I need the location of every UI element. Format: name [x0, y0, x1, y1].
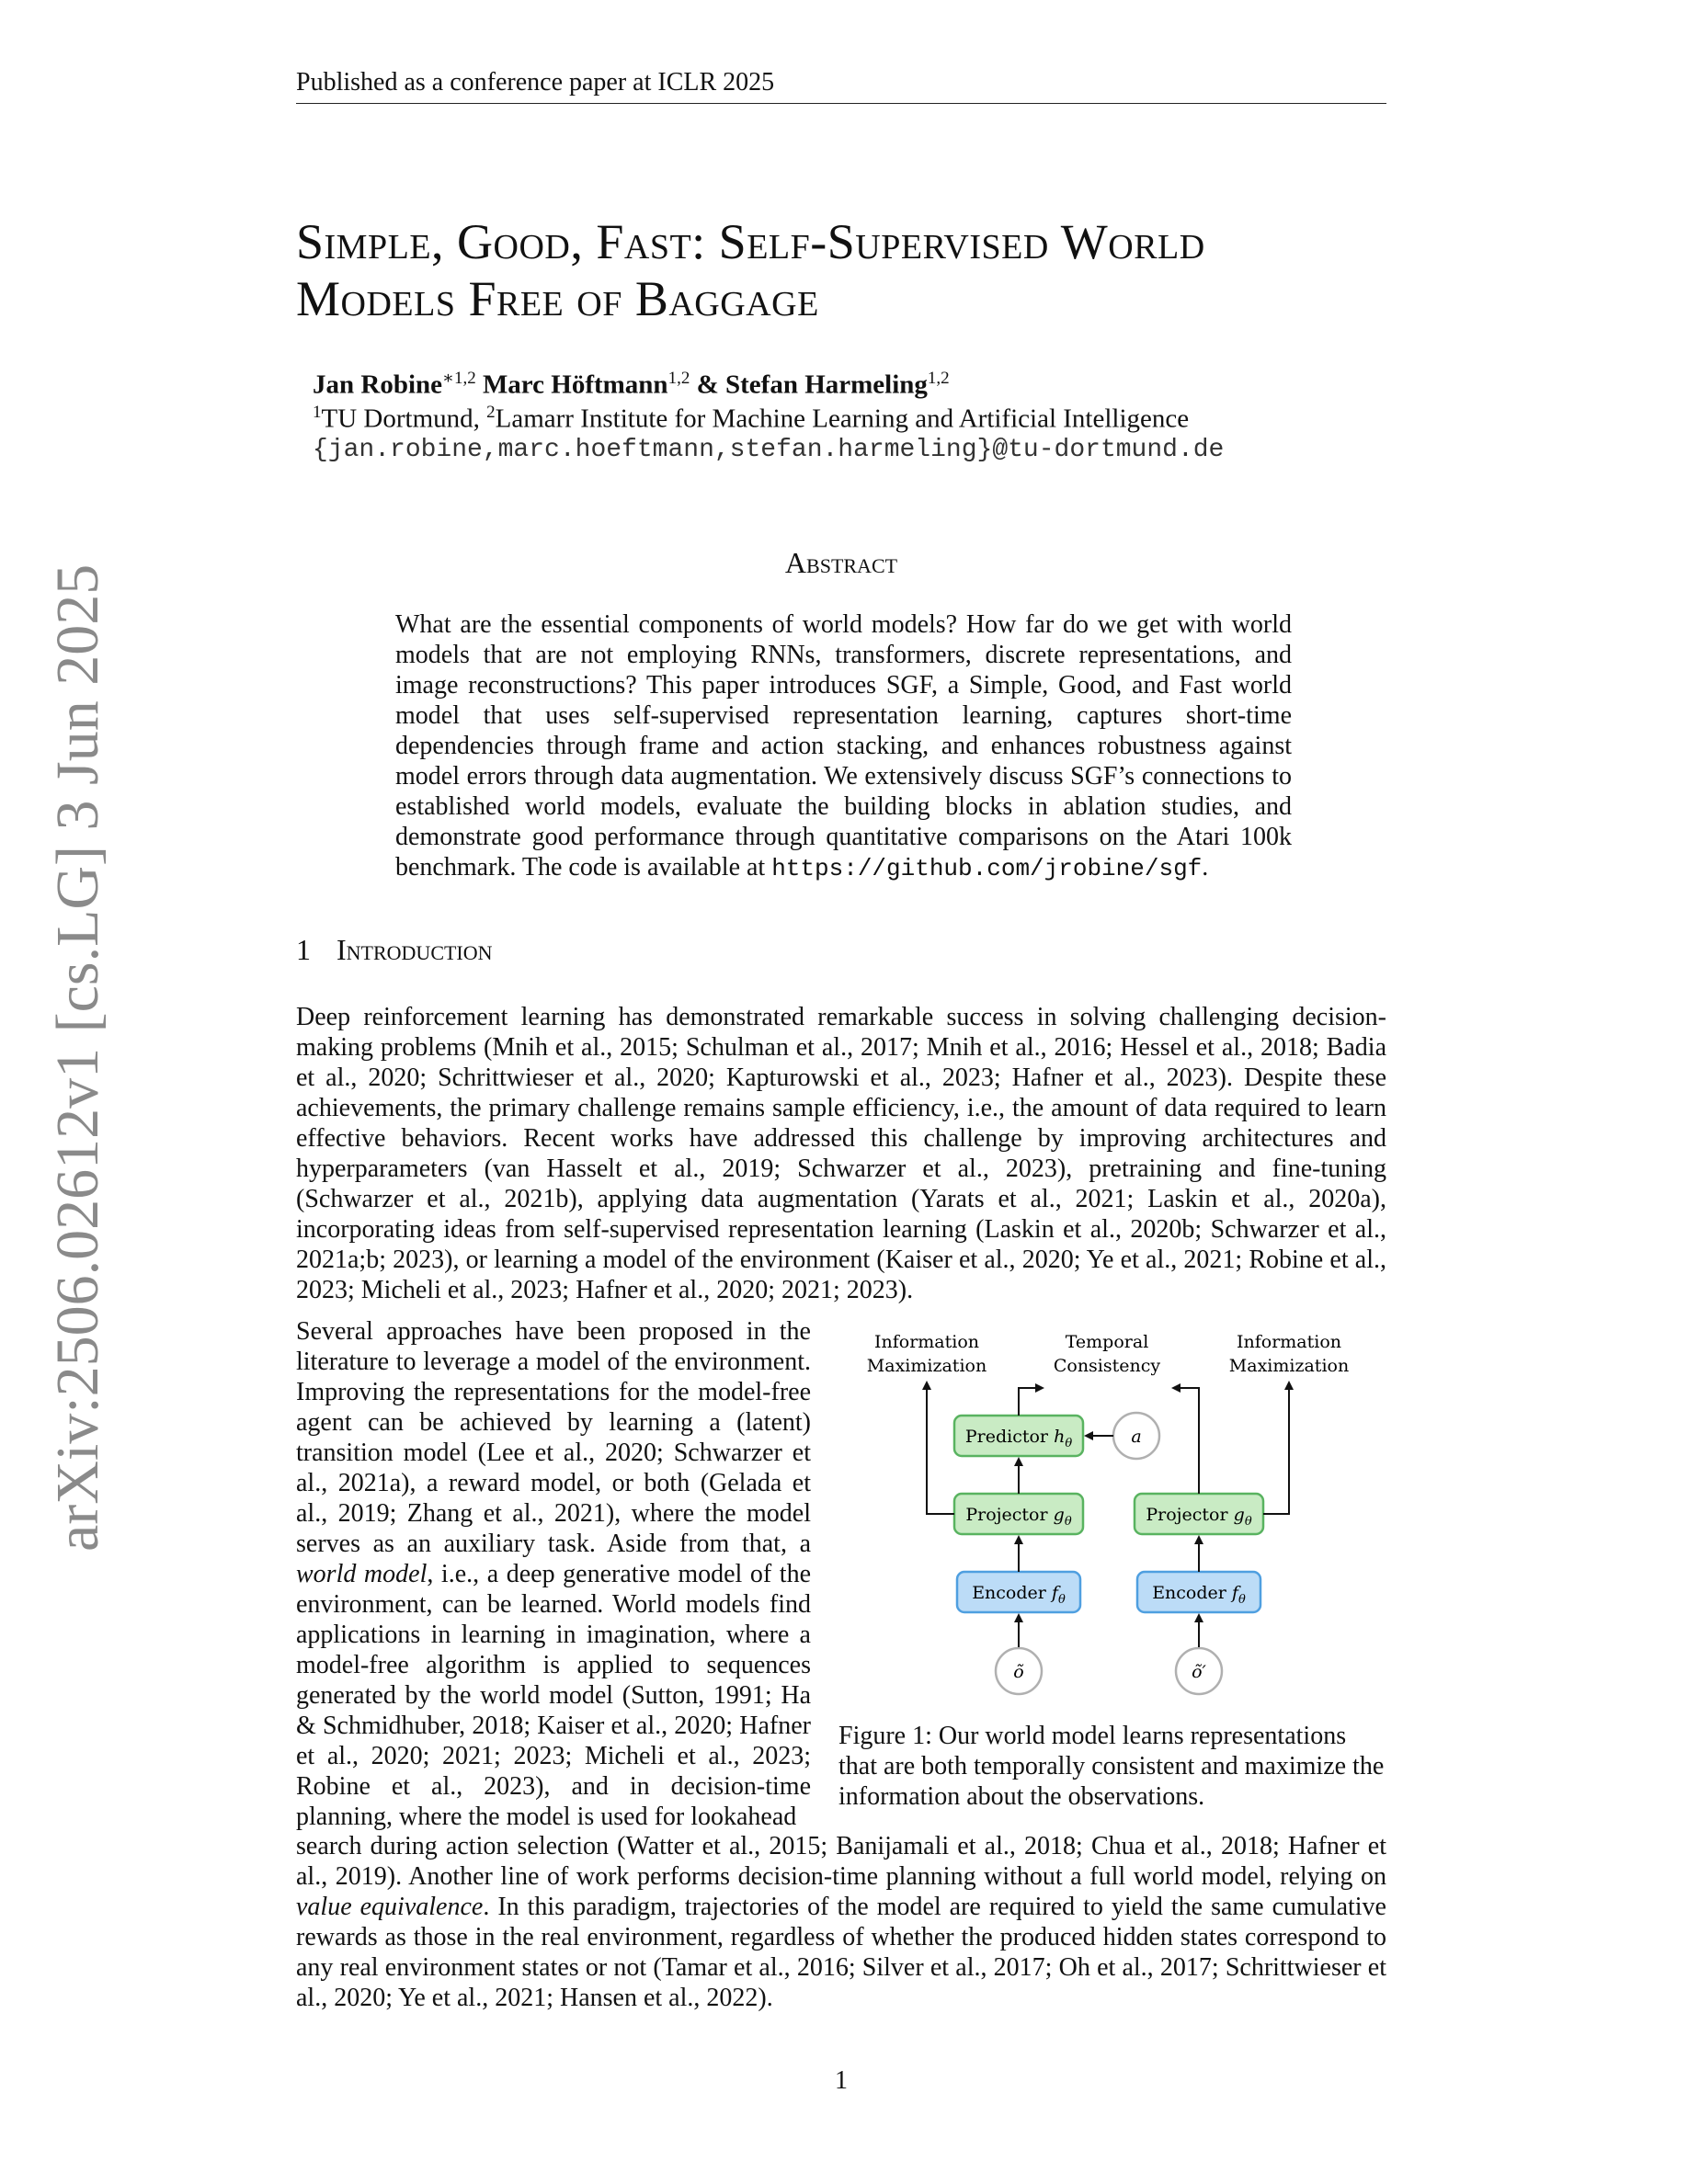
abstract-body: [395, 609, 1292, 884]
author-affiliation: 1,2: [667, 369, 690, 388]
abstract-end: .: [1202, 853, 1209, 882]
predictor-label: Predictor $h_\theta$: [964, 1427, 1073, 1450]
section-number: 1: [296, 933, 311, 966]
title-line-2: Models Free of Baggage: [296, 271, 819, 326]
label-info-max-left-1: Information: [873, 1332, 980, 1352]
emphasis-value-equivalence: value equivalence: [296, 1893, 484, 1921]
label-info-max-right-2: Maximization: [1228, 1356, 1350, 1376]
affiliation-number: 1: [313, 403, 322, 422]
affiliations: $^1$TU Dortmund, $^2$Lamarr Institute for Machine Learning and Artificial Intelligence: [313, 403, 1190, 434]
figure-1-diagram: [846, 1324, 1388, 1710]
code-link[interactable]: https://github.com/jrobine/sgf: [771, 855, 1203, 882]
intro-paragraph-2: [296, 1316, 811, 1832]
paper-title: [296, 213, 1386, 327]
projector-label-right: Projector $g_\theta$: [1146, 1505, 1252, 1529]
obs-label-right: õ′: [1192, 1662, 1206, 1682]
intro-paragraph-3-text: search during action selection (Watter et al., 2015; Banijamali et al., 2018; Chua et al., 2018; Hafner et al., 2019). Another line of work performs decision-time planning without a full world model, relying on: [296, 1832, 1386, 1891]
intro-paragraph-2-text: Several approaches have been proposed in the literature to leverage a model of the environment. Improving the representations for the model-free agent can be achieved by learning a (latent) transition model (Lee et al., 2020; Schwarzer et al., 2021a), a reward model, or both (Gelada et al., 2019; Zhang et al., 2021), where the model serves as an auxiliary task. Aside from that, a: [296, 1317, 811, 1558]
intro-paragraph-3: [296, 1831, 1386, 2013]
abstract-text: What are the essential components of world models? How far do we get with world models that are not employing RNNs, transformers, discrete representations, and image reconstructions? This paper introduces SGF, a Simple, Good, and Fast world model that uses self-supervised representation learning, captures short-time dependencies through frame and action stacking, and enhances robustness against model errors through data augmentation. We extensively discuss SGF’s connections to established world models, evaluate the building blocks in ablation studies, and demonstrate good performance through quantitative comparisons on the Atari 100k benchmark. The code is available at: [395, 610, 1292, 882]
emphasis-world-model: world model: [296, 1560, 428, 1588]
author-affiliation: 1,2: [927, 369, 950, 388]
page-number: 1: [835, 2066, 848, 2095]
arrow-projector-to-info-max-right: [1263, 1382, 1289, 1514]
title-line-1: Simple, Good, Fast: Self-Supervised World: [296, 214, 1205, 269]
affiliation-name: TU Dortmund: [321, 404, 473, 434]
affiliation-number: 2: [486, 403, 496, 422]
arrow-projector-to-info-max-left: [927, 1382, 954, 1514]
abstract-heading: Abstract: [784, 546, 898, 579]
label-temporal-1: Temporal: [1065, 1332, 1149, 1352]
label-temporal-2: Consistency: [1053, 1356, 1161, 1376]
running-head: Published as a conference paper at ICLR 2025: [296, 68, 1386, 104]
affiliation-name: Lamarr Institute for Machine Learning and Artificial Intelligence: [495, 404, 1190, 434]
author-name: Marc Höftmann: [482, 370, 668, 400]
author-name: Stefan Harmeling: [725, 370, 928, 400]
author-affiliation: 1,2: [453, 369, 476, 388]
arrow-predictor-to-temporal: [1019, 1388, 1043, 1416]
encoder-label-right: Encoder $f_\theta$: [1152, 1583, 1246, 1607]
label-info-max-left-2: Maximization: [866, 1356, 987, 1376]
section-title: Introduction: [336, 933, 493, 966]
projector-label-left: Projector $g_\theta$: [965, 1505, 1072, 1529]
figure-1-caption: Figure 1: Our world model learns representations that are both temporally consistent and maximize the information about the observations.: [838, 1722, 1385, 1811]
intro-paragraph-3-text-cont: . In this paradigm, trajectories of the model are required to yield the same cumulative rewards as those in the real environment, regardless of whether the produced hidden states correspond to any real environment states or not (Tamar et al., 2016; Silver et al., 2017; Oh et al., 2017; Schrittwieser et al., 2020; Ye et al., 2021; Hansen et al., 2022).: [296, 1893, 1386, 2012]
arrow-projector-right-to-temporal: [1173, 1388, 1199, 1494]
author-emails: {jan.robine,marc.hoeftmann,stefan.harmeling}@tu-dortmund.de: [313, 436, 1225, 464]
intro-paragraph-1: Deep reinforcement learning has demonstrated remarkable success in solving challenging decision-making problems (Mnih et al., 2015; Schulman et al., 2017; Mnih et al., 2016; Hessel et al., 2018; Badia et al., 2020; Schrittwieser et al., 2020; Kapturowski et al., 2023; Hafner et al., 2023). Despite these achievements, the primary challenge remains sample efficiency, i.e., the amount of data required to learn effective behaviors. Recent works have addressed this challenge by improving architectures and hyperparameters (van Hasselt et al., 2019; Schwarzer et al., 2023), pretraining and fine-tuning (Schwarzer et al., 2021b), applying data augmentation (Yarats et al., 2021; Laskin et al., 2020a), incorporating ideas from self-supervised representation learning (Laskin et al., 2020b; Schwarzer et al., 2021a;b; 2023), or learning a model of the environment (Kaiser et al., 2020; Ye et al., 2021; Robine et al., 2023; Micheli et al., 2023; Hafner et al., 2020; 2021; 2023).: [296, 1003, 1386, 1304]
author-joiner: &: [696, 370, 719, 400]
intro-paragraph-2-text-cont: , i.e., a deep generative model of the environment, can be learned. World models find applications in learning in imagination, where a model-free algorithm is applied to sequences generated by the world model (Sutton, 1991; Ha & Schmidhuber, 2018; Kaiser et al., 2020; Hafner et al., 2020; 2021; 2023; Micheli et al., 2023; Robine et al., 2023), and in decision-time planning, where the model is used for lookahead: [296, 1560, 811, 1831]
author-mark: ∗: [442, 369, 454, 388]
encoder-label-left: Encoder $f_\theta$: [972, 1583, 1066, 1607]
author-list: [313, 368, 950, 401]
obs-label-left: õ: [1013, 1662, 1024, 1682]
label-info-max-right-1: Information: [1236, 1332, 1342, 1352]
arxiv-stamp: arXiv:2506.02612v1 [cs.LG] 3 Jun 2025: [44, 563, 111, 1552]
action-label: a: [1131, 1427, 1142, 1447]
author-name: Jan Robine: [313, 370, 443, 400]
section-heading-introduction: [296, 933, 493, 967]
